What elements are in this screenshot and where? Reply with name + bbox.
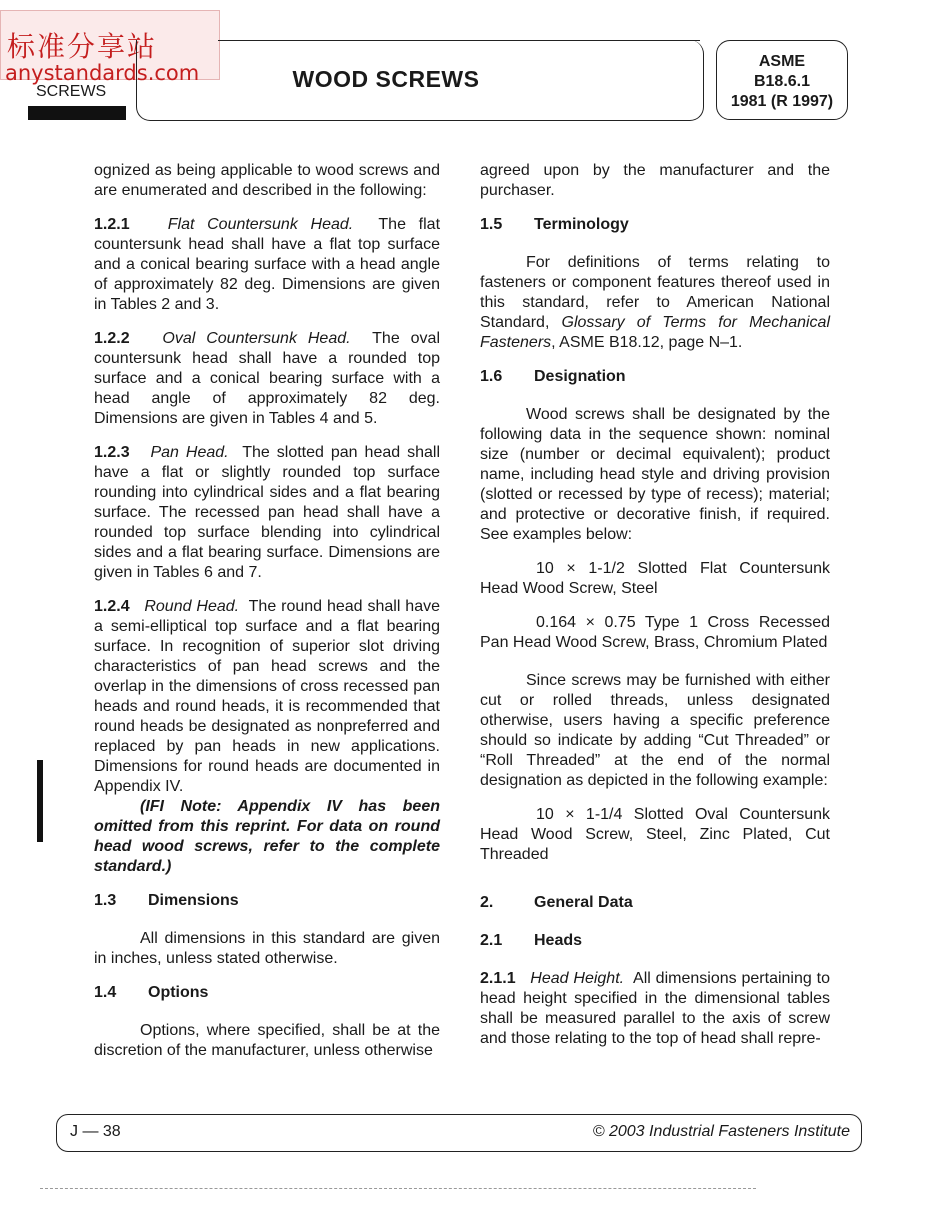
revision-change-bar bbox=[37, 760, 43, 842]
page-number: J — 38 bbox=[70, 1123, 121, 1140]
terminology-paragraph bbox=[480, 253, 830, 353]
section-2-1-1 bbox=[480, 969, 830, 1049]
section-title: Flat Countersunk Head. bbox=[167, 216, 354, 233]
section-text: All dimensions pertaining to head height specified in the dimensional tables shall be measured parallel to the axis of screw and those relating to the top of head shall repre- bbox=[480, 970, 831, 1047]
example-2: 0.164 × 0.75 Type 1 Cross Recessed Pan Head Wood Screw, Brass, Chromium Plated bbox=[480, 614, 830, 651]
heading-title: Heads bbox=[534, 932, 583, 949]
section-title: Round Head. bbox=[144, 598, 240, 615]
continued-paragraph: agreed upon by the manufacturer and the purchaser. bbox=[480, 162, 830, 199]
section-title: Head Height. bbox=[530, 970, 625, 987]
heading-number: 1.6 bbox=[480, 368, 503, 385]
options-paragraph: Options, where specified, shall be at the discretion of the manufacturer, unless otherwise bbox=[94, 1022, 440, 1059]
section-tab-bar bbox=[28, 106, 126, 120]
terminology-text-b: , ASME B18.12, page N–1. bbox=[551, 334, 743, 351]
section-text: The slotted pan head shall have a flat or slightly rounded top surface rounding into cylindrical sides and a flat bearing surface. The recessed pan head shall have a rounded top surface blending into cylindrical sides and a flat bearing surface. Dimensions are given in Tables 6 and 7. bbox=[94, 444, 440, 581]
ifi-note: (IFI Note: Appendix IV has been omitted from this reprint. For data on round head wood screws, refer to the complete standard.) bbox=[94, 798, 440, 875]
heading-number: 1.4 bbox=[94, 984, 117, 1001]
section-number: 1.2.3 bbox=[94, 444, 130, 461]
logo-english-text: anystandards.com bbox=[5, 61, 200, 85]
section-number: 1.2.4 bbox=[94, 598, 130, 615]
right-column bbox=[480, 161, 830, 1063]
section-title: Oval Countersunk Head. bbox=[162, 330, 351, 347]
heading-1-3 bbox=[94, 891, 440, 911]
copyright: © 2003 Industrial Fasteners Institute bbox=[592, 1123, 850, 1140]
designation-paragraph: Wood screws shall be designated by the following data in the sequence shown: nominal size (number or decimal equivalent); product name, including head style and driving provision (slotted or recessed by type of recess); material; and protective or decorative finish, if required. See examples below: bbox=[480, 406, 830, 543]
standard-designation-box bbox=[716, 40, 848, 120]
example-1: 10 × 1-1/2 Slotted Flat Countersunk Head Wood Screw, Steel bbox=[480, 560, 830, 597]
terminology-text-a: For definitions of terms relating to fasteners or component features thereof used in this standard, refer to American National Standard, bbox=[480, 254, 830, 331]
section-text: The round head shall have a semi-elliptical top surface and a flat bearing surface. In recognition of superior slot driving characteristics of pan head screws and the overlap in the dimensions of cross recessed pan heads and round heads, it is recommended that round heads be designated as nonpreferred and replaced by pan heads in new applications. Dimensions for round heads are documented in Appendix IV. bbox=[94, 598, 440, 795]
section-1-2-4 bbox=[94, 597, 440, 797]
heading-title: Dimensions bbox=[148, 892, 239, 909]
std-org: ASME bbox=[758, 53, 806, 70]
heading-number: 2. bbox=[480, 894, 494, 911]
section-1-2-1 bbox=[94, 215, 440, 315]
heading-number: 2.1 bbox=[480, 932, 503, 949]
logo-chinese-text: 标准分享站 bbox=[7, 30, 158, 63]
heading-1-6 bbox=[480, 367, 830, 387]
std-year: 1981 (R 1997) bbox=[730, 93, 834, 110]
std-number: B18.6.1 bbox=[753, 73, 811, 90]
thread-designation-paragraph: Since screws may be furnished with either cut or rolled threads, unless designated otherwise, users having a specific preference should so indicate by adding “Cut Threaded” or “Roll Threaded” at the end of the normal designation as depicted in the following example: bbox=[480, 672, 830, 789]
heading-1-5 bbox=[480, 215, 830, 235]
section-number: 1.2.2 bbox=[94, 330, 130, 347]
glossary-reference: Glossary of Terms for Mechanical Fasteners bbox=[480, 314, 831, 351]
heading-2 bbox=[480, 893, 830, 913]
section-number: 2.1.1 bbox=[480, 970, 516, 987]
left-column bbox=[94, 161, 440, 1075]
heading-number: 1.3 bbox=[94, 892, 117, 909]
section-1-2-3 bbox=[94, 443, 440, 583]
example-3: 10 × 1-1/4 Slotted Oval Countersunk Head Wood Screw, Steel, Zinc Plated, Cut Threaded bbox=[480, 806, 830, 863]
section-text: The flat countersunk head shall have a flat top surface and a conical bearing surface with a head angle of approximately 82 deg. Dimensions are given in Tables 2 and 3. bbox=[94, 216, 441, 313]
heading-1-4 bbox=[94, 983, 440, 1003]
heading-title: General Data bbox=[534, 894, 633, 911]
heading-title: Designation bbox=[534, 368, 626, 385]
intro-paragraph: ognized as being applicable to wood screws and are enumerated and described in the following: bbox=[94, 162, 440, 199]
heading-number: 1.5 bbox=[480, 216, 503, 233]
dimensions-paragraph: All dimensions in this standard are given in inches, unless stated otherwise. bbox=[94, 930, 440, 967]
heading-2-1 bbox=[480, 931, 830, 951]
bottom-dashed-rule bbox=[40, 1188, 756, 1189]
section-1-2-2 bbox=[94, 329, 440, 429]
page-title: WOOD SCREWS bbox=[292, 66, 480, 92]
section-number: 1.2.1 bbox=[94, 216, 130, 233]
section-text: The oval countersunk head shall have a rounded top surface and a conical bearing surface with a head angle of approximately 82 deg. Dimensions are given in Tables 4 and 5. bbox=[94, 330, 440, 427]
section-label: SCREWS bbox=[36, 83, 107, 100]
heading-title: Options bbox=[148, 984, 209, 1001]
section-title: Pan Head. bbox=[150, 444, 229, 461]
heading-title: Terminology bbox=[534, 216, 629, 233]
